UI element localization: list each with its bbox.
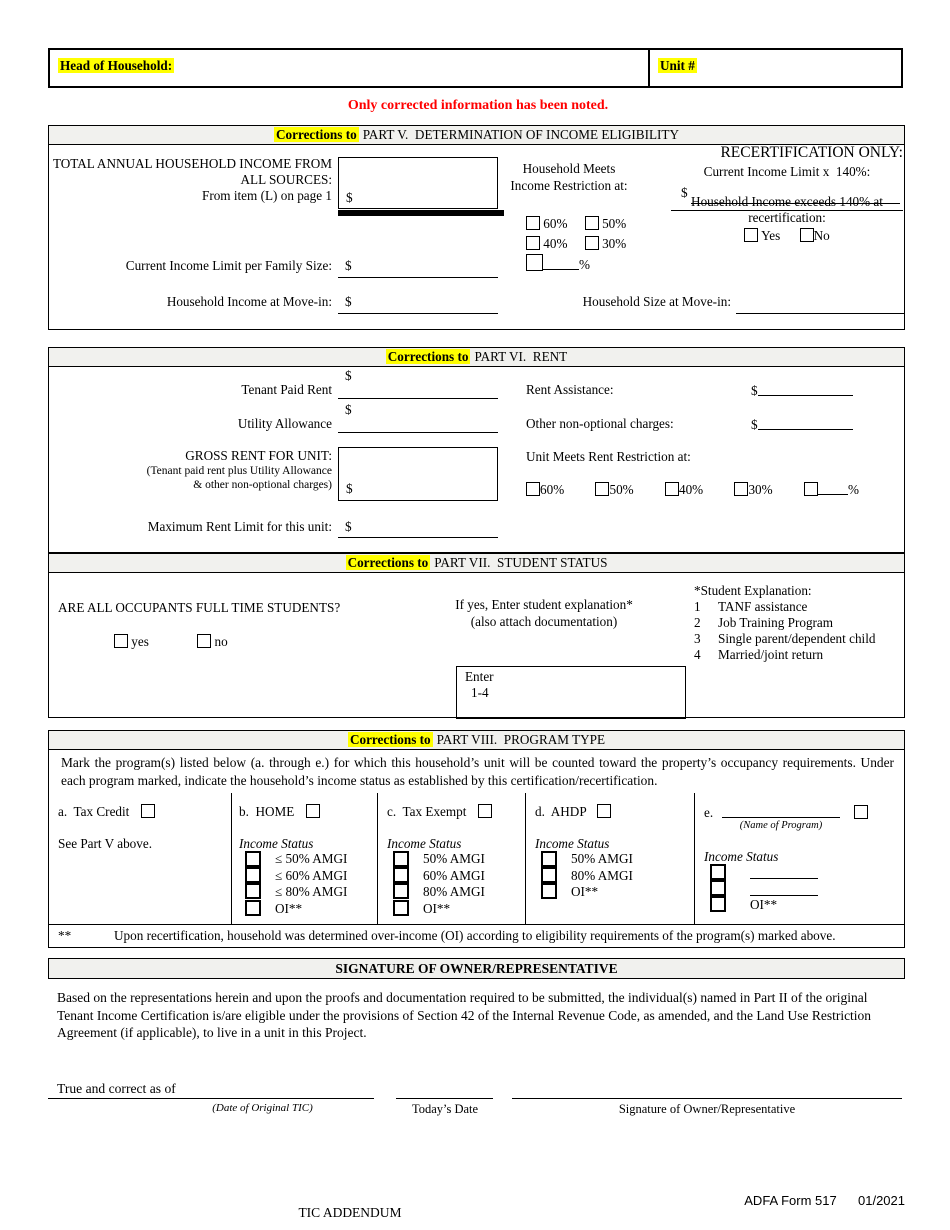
max-rent-label: Maximum Rent Limit for this unit: bbox=[147, 519, 332, 534]
dollar-sign: $ bbox=[345, 258, 352, 273]
income-movein-field[interactable] bbox=[338, 313, 498, 314]
home-income-status-options: ≤ 50% AMGI ≤ 60% AMGI ≤ 80% AMGI OI** bbox=[245, 851, 347, 917]
part5-section bbox=[48, 125, 905, 330]
form-date: 01/2021 bbox=[858, 1193, 905, 1208]
checkbox-te-oi[interactable] bbox=[393, 900, 409, 916]
size-movein-label: Household Size at Move-in: bbox=[582, 294, 731, 309]
label-60pct: 60% bbox=[543, 216, 568, 231]
utility-allowance-field[interactable] bbox=[338, 432, 498, 433]
checkbox-students-yes[interactable] bbox=[114, 634, 128, 648]
other-income-status-label: Income Status bbox=[704, 849, 779, 864]
percent-sign: % bbox=[579, 257, 590, 272]
label-rent-40pct: 40% bbox=[678, 482, 704, 497]
checkbox-no[interactable] bbox=[800, 228, 814, 242]
date-original-tic-field[interactable] bbox=[48, 1098, 374, 1099]
part7-title: PART VII. STUDENT STATUS bbox=[434, 555, 608, 570]
checkbox-tax-credit[interactable] bbox=[141, 804, 155, 818]
part8-corrections-to: Corrections to bbox=[349, 732, 431, 747]
tenant-paid-rent-field[interactable] bbox=[338, 398, 498, 399]
program-tax-exempt: c. Tax Exempt bbox=[387, 804, 492, 820]
explanation-item: 3 Single parent/dependent child bbox=[694, 631, 876, 646]
exceeds-yes-no-group bbox=[671, 228, 903, 244]
footnote-row bbox=[49, 924, 904, 949]
rent-assistance-field[interactable] bbox=[751, 382, 853, 399]
unit-number-cell[interactable] bbox=[650, 50, 901, 86]
current-limit-family-field[interactable] bbox=[338, 277, 498, 278]
checkbox-rent-50pct[interactable] bbox=[595, 482, 609, 496]
owner-signature-field[interactable] bbox=[512, 1098, 902, 1099]
true-correct-label: True and correct as of bbox=[57, 1081, 176, 1096]
explanation-item: 2 Job Training Program bbox=[694, 615, 834, 630]
size-movein-field[interactable] bbox=[736, 313, 904, 314]
part6-corrections-to: Corrections to bbox=[387, 349, 469, 364]
total-income-label: TOTAL ANNUAL HOUSEHOLD INCOME FROM ALL SOURCES: From item (L) on page 1 bbox=[52, 156, 332, 203]
thick-underline bbox=[338, 210, 504, 216]
checkbox-50pct[interactable] bbox=[585, 216, 599, 230]
enter-label: Enter bbox=[465, 669, 494, 684]
recertification-column bbox=[671, 144, 903, 244]
dollar-sign: $ bbox=[345, 519, 352, 534]
checkbox-ahdp-50[interactable] bbox=[541, 851, 557, 867]
program-other: e. bbox=[704, 804, 868, 821]
label-rent-50pct: 50% bbox=[609, 482, 634, 497]
checkbox-students-no[interactable] bbox=[197, 634, 211, 648]
todays-date-field[interactable] bbox=[396, 1098, 493, 1099]
other-charges-label: Other non-optional charges: bbox=[526, 416, 674, 431]
explanation-item: 4 Married/joint return bbox=[694, 647, 824, 662]
label-50pct: 50% bbox=[602, 216, 627, 231]
ahdp-income-status-label: Income Status bbox=[535, 836, 610, 851]
tax-exempt-income-status-label: Income Status bbox=[387, 836, 462, 851]
name-of-program-label: (Name of Program) bbox=[739, 820, 823, 831]
students-yes-no-group bbox=[114, 634, 228, 650]
income-movein-label: Household Income at Move-in: bbox=[166, 294, 332, 309]
column-divider bbox=[694, 793, 695, 924]
dollar-sign: $ bbox=[346, 481, 353, 496]
label-rent-60pct: 60% bbox=[540, 482, 565, 497]
part8-title: PART VIII. PROGRAM TYPE bbox=[436, 732, 606, 747]
ahdp-income-status-options: 50% AMGI 80% AMGI OI** bbox=[541, 851, 633, 901]
checkbox-home-80[interactable] bbox=[245, 883, 261, 899]
dollar-sign: $ bbox=[346, 190, 353, 205]
checkbox-rent-30pct[interactable] bbox=[734, 482, 748, 496]
checkbox-other-status-1[interactable] bbox=[710, 864, 726, 880]
part7-section bbox=[48, 553, 905, 718]
total-income-field[interactable] bbox=[338, 157, 498, 209]
head-of-household-cell[interactable] bbox=[50, 50, 650, 86]
percent-sign: % bbox=[847, 482, 859, 497]
rent-restriction-checkbox-row bbox=[526, 481, 859, 498]
students-question: ARE ALL OCCUPANTS FULL TIME STUDENTS? bbox=[58, 600, 341, 615]
rent-assistance-label: Rent Assistance: bbox=[526, 382, 614, 397]
checkbox-other-program[interactable] bbox=[854, 805, 868, 819]
part7-corrections-to: Corrections to bbox=[347, 555, 429, 570]
dollar-sign: $ bbox=[751, 417, 758, 432]
form-id bbox=[600, 1193, 905, 1208]
divider-rule bbox=[671, 210, 903, 211]
part8-header bbox=[49, 731, 904, 750]
program-name-field[interactable] bbox=[722, 804, 840, 818]
household-meets-label: Household Meets Income Restriction at: bbox=[510, 161, 628, 193]
part6-header bbox=[49, 348, 904, 367]
footnote-stars: ** bbox=[58, 928, 72, 943]
students-yes-label: yes bbox=[131, 634, 149, 649]
checkbox-rent-40pct[interactable] bbox=[665, 482, 679, 496]
part7-header bbox=[49, 554, 904, 573]
checkbox-ahdp[interactable] bbox=[597, 804, 611, 818]
student-explanation-header: *Student Explanation: bbox=[694, 583, 812, 598]
checkbox-other-status-2[interactable] bbox=[710, 880, 726, 896]
student-explanation-entry-box[interactable] bbox=[456, 666, 686, 719]
program-tax-credit: a. Tax Credit bbox=[58, 804, 155, 820]
todays-date-label: Today’s Date bbox=[411, 1102, 479, 1116]
footnote-text: Upon recertification, household was determined over-income (OI) according to eligibility requirements of the program(s) marked above. bbox=[114, 928, 836, 943]
rent-other-pct-field[interactable] bbox=[818, 481, 848, 495]
current-limit-family-label: Current Income Limit per Family Size: bbox=[125, 258, 332, 273]
checkbox-other-status-oi[interactable] bbox=[710, 896, 726, 912]
checkbox-30pct[interactable] bbox=[585, 236, 599, 250]
label-30pct: 30% bbox=[602, 236, 627, 251]
gross-rent-field[interactable] bbox=[338, 447, 498, 501]
students-no-label: no bbox=[214, 634, 228, 649]
part5-header bbox=[49, 126, 904, 145]
checkbox-other-pct[interactable] bbox=[526, 254, 543, 271]
dollar-sign: $ bbox=[345, 368, 352, 383]
checkbox-60pct[interactable] bbox=[526, 216, 540, 230]
student-explanation-list bbox=[694, 583, 875, 663]
part8-instructions: Mark the program(s) listed below (a. through e.) for which this household’s unit will be counted toward the property’s occupancy requirements. Under each program marked, indicate the household’s income status as established by this certification/recertification. bbox=[61, 755, 894, 788]
other-income-status-options: OI** bbox=[710, 864, 818, 914]
program-ahdp: d. AHDP bbox=[535, 804, 611, 820]
signature-header: SIGNATURE OF OWNER/REPRESENTATIVE bbox=[48, 958, 905, 979]
tax-exempt-income-status-options: 50% AMGI 60% AMGI 80% AMGI OI** bbox=[393, 851, 485, 917]
checkbox-rent-60pct[interactable] bbox=[526, 482, 540, 496]
unit-number-label: Unit # bbox=[660, 58, 695, 73]
unit-meets-label: Unit Meets Rent Restriction at: bbox=[526, 449, 691, 464]
date-original-tic-label: (Date of Original TIC) bbox=[212, 1102, 313, 1114]
checkbox-te-50[interactable] bbox=[393, 851, 409, 867]
checkbox-home-60[interactable] bbox=[245, 867, 261, 883]
form-number: ADFA Form 517 bbox=[744, 1193, 837, 1208]
other-status-field-2[interactable] bbox=[750, 882, 818, 896]
checkbox-ahdp-oi[interactable] bbox=[541, 883, 557, 899]
label-rent-30pct: 30% bbox=[748, 482, 773, 497]
yes-label: Yes bbox=[761, 228, 781, 243]
column-divider bbox=[525, 793, 526, 924]
other-status-field-1[interactable] bbox=[750, 865, 818, 879]
exceeds-140-label: Household Income exceeds 140% at recertification: bbox=[691, 194, 883, 225]
tenant-paid-rent-label: Tenant Paid Rent bbox=[241, 382, 332, 397]
other-pct-field[interactable] bbox=[543, 256, 579, 270]
program-home: b. HOME bbox=[239, 804, 320, 820]
signature-paragraph: Based on the representations herein and upon the proofs and documentation required to be submitted, the individual(s) named in Part II of the original Tenant Income Certification is/are eligible under the provisions of Section 42 of the Internal Revenue Code, as amended, and the Land Use Restriction Agreement (if applicable), to live in a unit in this Project. bbox=[57, 990, 872, 1040]
corrected-info-notice: Only corrected information has been noted. bbox=[347, 98, 609, 113]
dollar-sign: $ bbox=[681, 185, 688, 200]
home-income-status-label: Income Status bbox=[239, 836, 314, 851]
checkbox-40pct[interactable] bbox=[526, 236, 540, 250]
header-table bbox=[48, 48, 903, 88]
gross-rent-label: GROSS RENT FOR UNIT: (Tenant paid rent plus Utility Allowance & other non-optional charges) bbox=[146, 448, 332, 491]
head-of-household-label: Head of Household: bbox=[60, 58, 173, 73]
checkbox-rent-other[interactable] bbox=[804, 482, 818, 496]
dollar-sign: $ bbox=[751, 383, 758, 398]
max-rent-field[interactable] bbox=[338, 537, 498, 538]
part6-section bbox=[48, 347, 905, 553]
if-yes-label: If yes, Enter student explanation* (also attach documentation) bbox=[455, 597, 633, 629]
checkbox-ahdp-80[interactable] bbox=[541, 867, 557, 883]
column-divider bbox=[377, 793, 378, 924]
no-label: No bbox=[813, 228, 830, 243]
see-part5-note: See Part V above. bbox=[58, 836, 153, 851]
label-40pct: 40% bbox=[543, 236, 568, 251]
part8-section bbox=[48, 730, 905, 948]
recertification-only-label: RECERTIFICATION ONLY: bbox=[720, 144, 903, 161]
enter-range-label: 1-4 bbox=[471, 685, 489, 700]
checkbox-yes[interactable] bbox=[744, 228, 758, 242]
part6-title: PART VI. RENT bbox=[474, 349, 568, 364]
checkbox-home-50[interactable] bbox=[245, 851, 261, 867]
part5-title: PART V. DETERMINATION OF INCOME ELIGIBILITY bbox=[362, 127, 680, 142]
other-charges-field[interactable] bbox=[751, 416, 853, 433]
part5-corrections-to: Corrections to bbox=[275, 127, 357, 142]
doc-title: TIC ADDENDUM bbox=[298, 1205, 402, 1220]
utility-allowance-label: Utility Allowance bbox=[237, 416, 332, 431]
dollar-sign: $ bbox=[345, 402, 352, 417]
limit-140-field[interactable] bbox=[691, 203, 900, 204]
checkbox-home[interactable] bbox=[306, 804, 320, 818]
checkbox-home-oi[interactable] bbox=[245, 900, 261, 916]
explanation-item: 1 TANF assistance bbox=[694, 599, 808, 614]
checkbox-te-80[interactable] bbox=[393, 883, 409, 899]
limit-140-label: Current Income Limit x 140%: bbox=[703, 164, 871, 179]
checkbox-te-60[interactable] bbox=[393, 867, 409, 883]
checkbox-tax-exempt[interactable] bbox=[478, 804, 492, 818]
owner-signature-label: Signature of Owner/Representative bbox=[618, 1102, 796, 1116]
column-divider bbox=[231, 793, 232, 924]
dollar-sign: $ bbox=[345, 294, 352, 309]
